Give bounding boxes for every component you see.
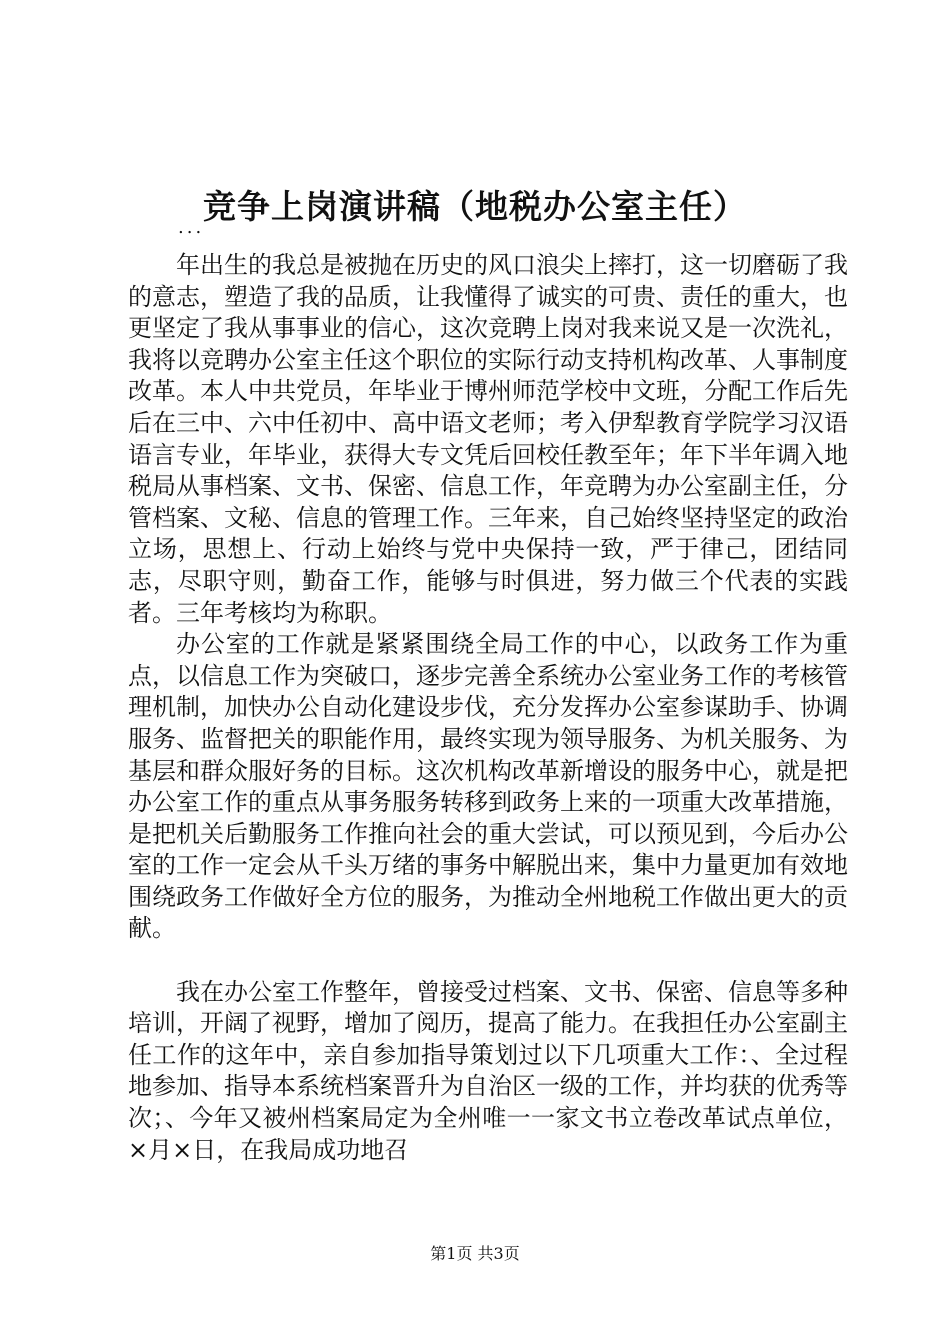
paragraph-2: 办公室的工作就是紧紧围绕全局工作的中心，以政务工作为重点，以信息工作为突破口，逐步完善全系统办公室业务工作的考核管理机制，加快办公自动化建设步伐，充分发挥办公室参谋助手、协调服务、监督把关的职能作用，最终实现为领导服务、为机关服务、为基层和群众服好务的目标。这次机构改革新增设的服务中心，就是把办公室工作的重点从事务服务转移到政务上来的一项重大改革措施，是把机关后勤服务工作推向社会的重大尝试，可以预见到，今后办公室的工作一定会从千头万绪的事务中解脱出来，集中力量更加有效地围绕政务工作做好全方位的服务，为推动全州地税工作做出更大的贡献。: [128, 630, 848, 943]
paragraph-spacer: [128, 945, 848, 977]
paragraph-3: 我在办公室工作整年，曾接受过档案、文书、保密、信息等多种培训，开阔了视野，增加了阅历，提高了能力。在我担任办公室副主任工作的这年中，亲自参加指导策划过以下几项重大工作：、全过程地参加、指导本系统档案晋升为自治区一级的工作，并均获的优秀等次；、今年又被州档案局定为全州唯一一家文书立卷改革试点单位，×月×日，在我局成功地召: [128, 977, 848, 1164]
ellipsis-text: ...: [178, 217, 205, 238]
paragraph-1: 年出生的我总是被抛在历史的风口浪尖上摔打，这一切磨砺了我的意志，塑造了我的品质，让我懂得了诚实的可贵、责任的重大，也更坚定了我从事事业的信心，这次竞聘上岗对我来说又是一次洗礼，我将以竞聘办公室主任这个职位的实际行动支持机构改革、人事制度改革。本人中共党员，年毕业于博州师范学校中文班，分配工作后先后在三中、六中任初中、高中语文老师；考入伊犁教育学院学习汉语语言专业，年毕业，获得大专文凭后回校任教至年；年下半年调入地税局从事档案、文书、保密、信息工作，年竞聘为办公室副主任，分管档案、文秘、信息的管理工作。三年来，自己始终坚持坚定的政治立场，思想上、行动上始终与党中央保持一致，严于律己，团结同志，尽职守则，勤奋工作，能够与时俱进，努力做三个代表的实践者。三年考核均为称职。: [128, 251, 848, 627]
body-text: [128, 250, 848, 1166]
document-title: 竞争上岗演讲稿（地税办公室主任）: [203, 187, 747, 226]
page-number-footer: 第1页 共3页: [430, 1244, 520, 1263]
